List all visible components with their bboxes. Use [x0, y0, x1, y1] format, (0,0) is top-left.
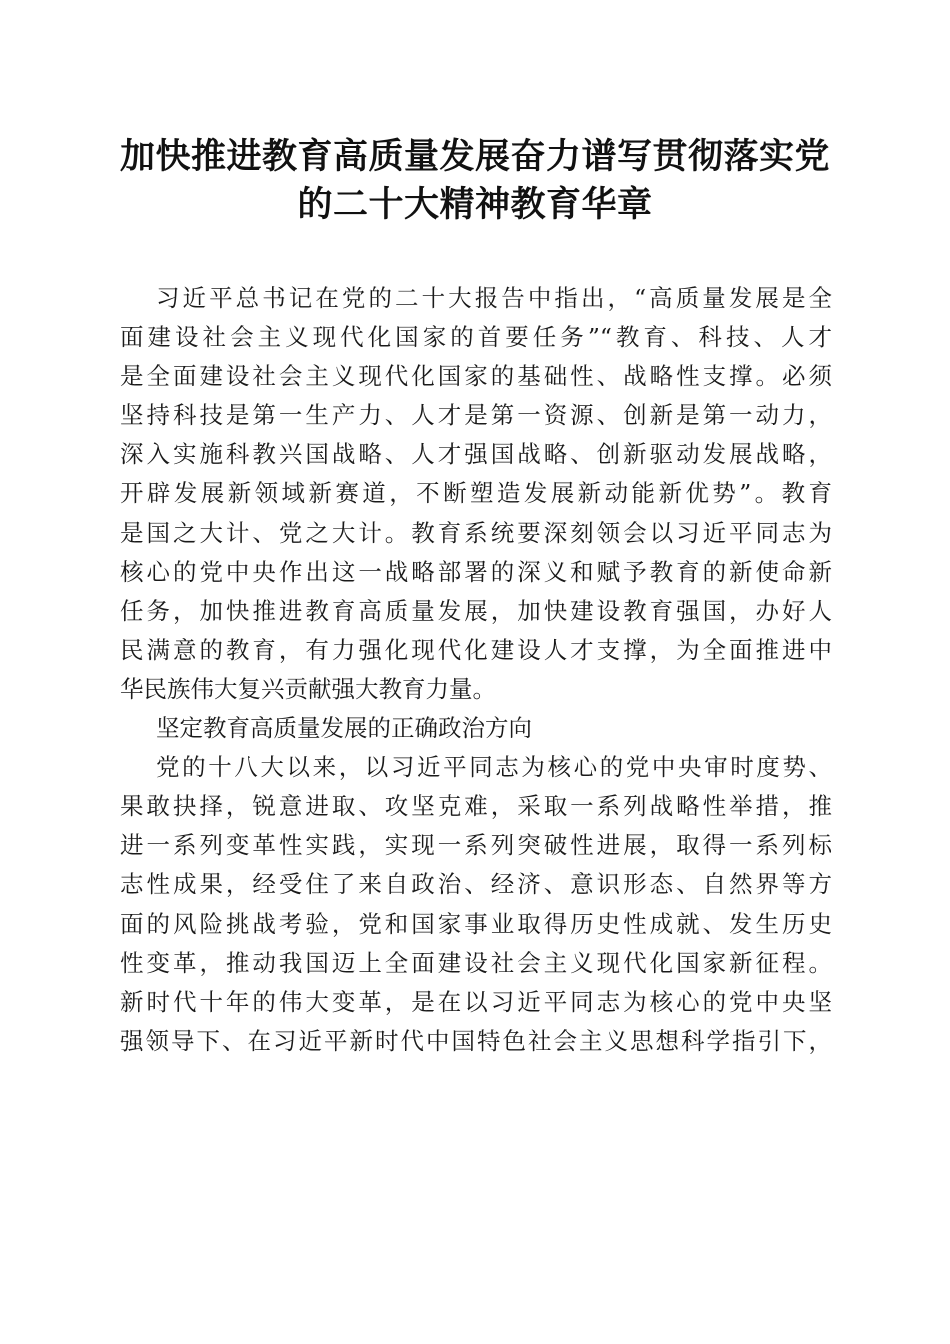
paragraph-1-line: 核心的党中央作出这一战略部署的深义和赋予教育的新使命新 — [120, 557, 832, 586]
paragraph-2-line: 面的风险挑战考验，党和国家事业取得历史性成就、发生历史 — [120, 909, 832, 938]
paragraph-2-line: 性变革，推动我国迈上全面建设社会主义现代化国家新征程。 — [120, 948, 832, 977]
paragraph-2-line: 新时代十年的伟大变革，是在以习近平同志为核心的党中央坚 — [120, 987, 832, 1016]
paragraph-1-line: 任务，加快推进教育高质量发展，加快建设教育强国，办好人 — [120, 596, 832, 625]
paragraph-1-line: 面建设社会主义现代化国家的首要任务”“教育、科技、人才 — [120, 323, 832, 352]
paragraph-1-line: 开辟发展新领域新赛道，不断塑造发展新动能新优势”。教育 — [120, 479, 832, 508]
paragraph-1-line: 是国之大计、党之大计。教育系统要深刻领会以习近平同志为 — [120, 518, 832, 547]
paragraph-1-line: 民满意的教育，有力强化现代化建设人才支撑，为全面推进中 — [120, 635, 832, 664]
paragraph-2-line: 党的十八大以来，以习近平同志为核心的党中央审时度势、 — [156, 753, 832, 782]
paragraph-2-line: 强领导下、在习近平新时代中国特色社会主义思想科学指引下， — [120, 1026, 832, 1055]
document-title — [100, 133, 850, 229]
title-line-2: 的二十大精神教育华章 — [297, 184, 653, 225]
paragraph-1-line: 深入实施科教兴国战略、人才强国战略、创新驱动发展战略， — [120, 440, 832, 469]
paragraph-2-line: 进一系列变革性实践，实现一系列突破性进展，取得一系列标 — [120, 831, 832, 860]
document-body — [120, 279, 832, 1061]
paragraph-1-line: 是全面建设社会主义现代化国家的基础性、战略性支撑。必须 — [120, 362, 832, 391]
title-line-1: 加快推进教育高质量发展奋力谱写贯彻落实党 — [119, 136, 830, 177]
paragraph-1-line: 习近平总书记在党的二十大报告中指出，“高质量发展是全 — [156, 284, 832, 312]
section-heading: 坚定教育高质量发展的正确政治方向 — [156, 714, 532, 743]
paragraph-2-line: 果敢抉择，锐意进取、攻坚克难，采取一系列战略性举措，推 — [120, 792, 832, 821]
paragraph-1-line: 坚持科技是第一生产力、人才是第一资源、创新是第一动力， — [120, 401, 832, 430]
paragraph-1-line: 华民族伟大复兴贡献强大教育力量。 — [120, 674, 496, 703]
paragraph-2-line: 志性成果，经受住了来自政治、经济、意识形态、自然界等方 — [120, 870, 832, 899]
